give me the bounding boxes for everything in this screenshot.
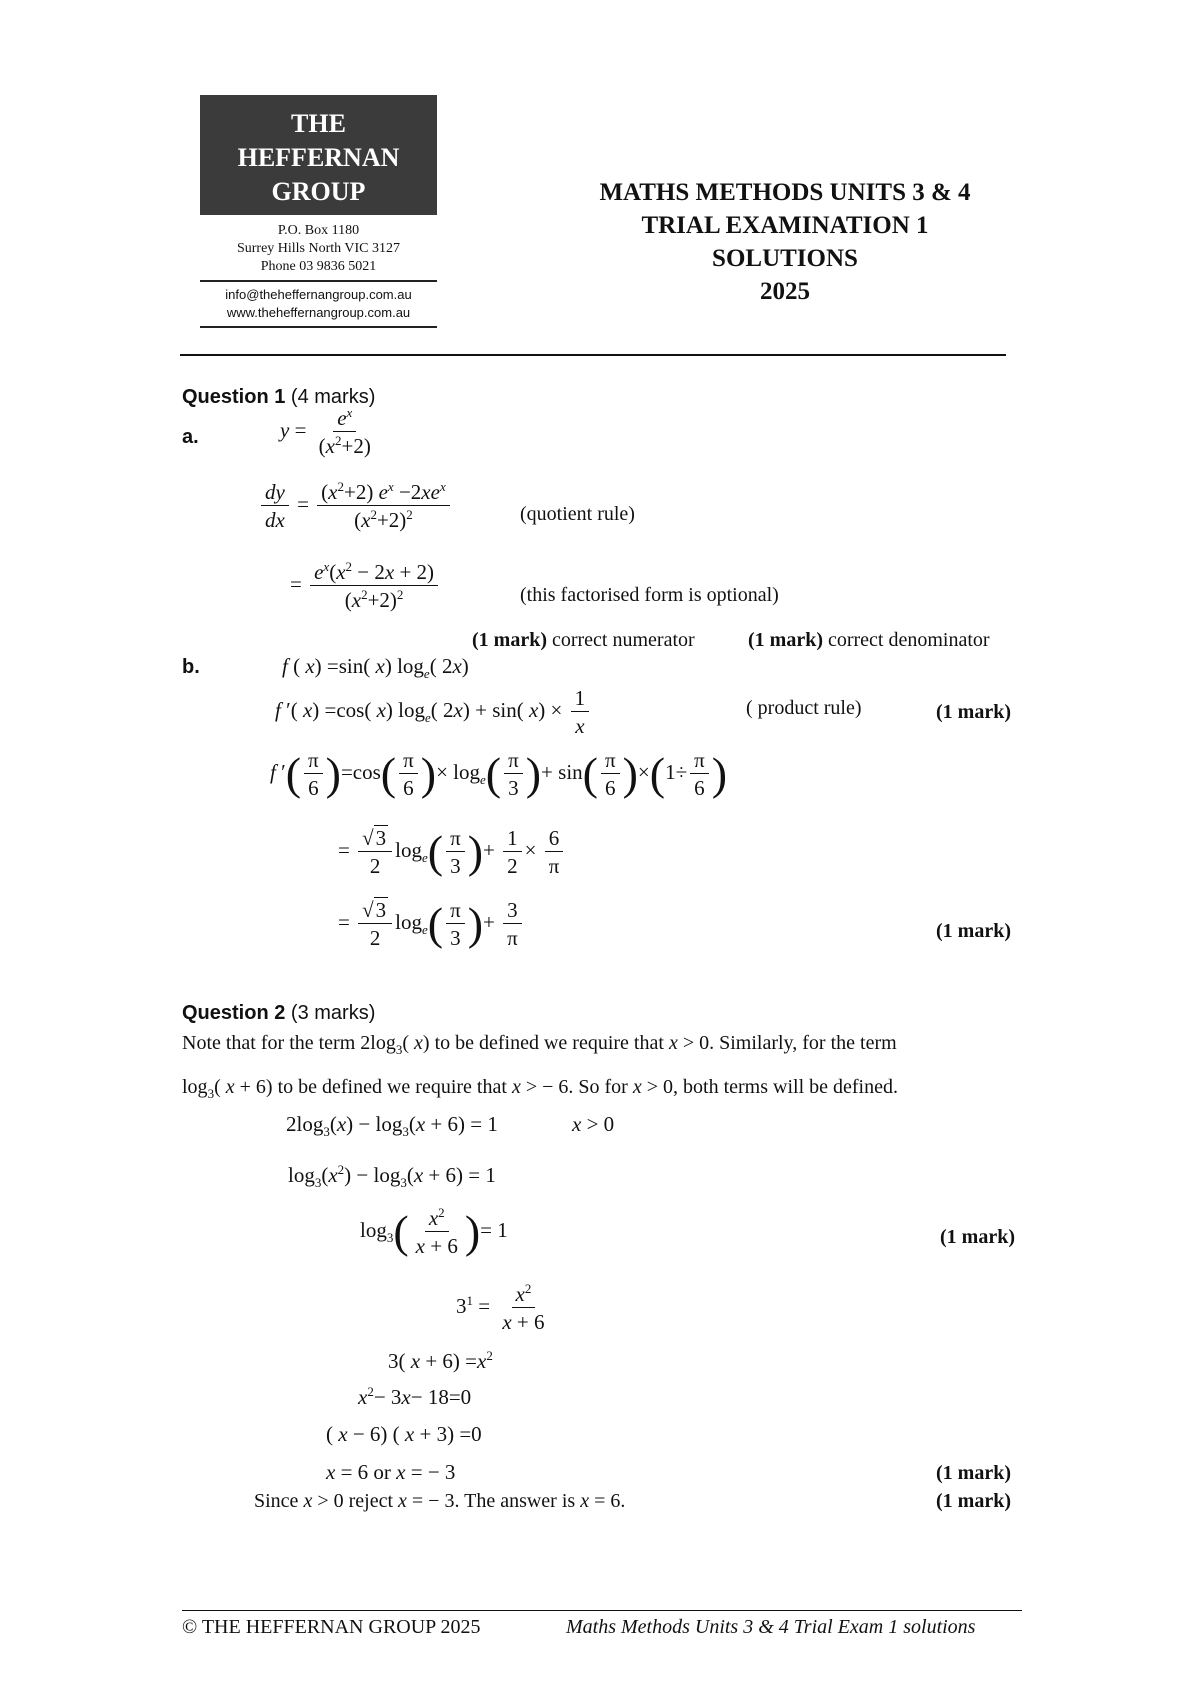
note-text: Note that for the term bbox=[182, 1032, 361, 1054]
equation-derivative-factorised: = $\frac{e^x(x^2 - 2x + 2)}{(x^2+2)^2}$ bbox=[290, 560, 441, 612]
document-title bbox=[560, 176, 1010, 308]
part-a-label: a. bbox=[182, 426, 199, 448]
mark-description: correct numerator bbox=[546, 629, 695, 651]
logo-line: HEFFERNAN bbox=[237, 143, 400, 172]
quotient-rule-note: (quotient rule) bbox=[520, 503, 635, 525]
note-text: to be defined we require that bbox=[272, 1076, 512, 1098]
note-text: . So for bbox=[568, 1076, 633, 1098]
company-contact bbox=[200, 286, 437, 322]
footer-exam-title: Maths Methods Units 3 & 4 Trial Exam 1 solutions bbox=[566, 1616, 976, 1638]
mark-q2-1 bbox=[940, 1226, 1015, 1249]
equation-f-prime-pi-over-6: f ′( $\frac{\pi}{6}$ )=cos( $\frac{\pi}{6}$ )× $\log_e$( $\frac{\pi}{3}$ )+ sin( $\frac{\pi}{6}$ )×(1÷ $\frac{\pi}{6}$ ) bbox=[270, 748, 728, 801]
equation-q2-original: $2\log_3(x) - \log_3(x + 6) = 1$ bbox=[286, 1112, 498, 1140]
address-line: P.O. Box 1180 bbox=[277, 223, 360, 238]
mark-label: (1 mark) bbox=[936, 1462, 1011, 1484]
equation-q2-domain: x > 0 bbox=[572, 1112, 615, 1136]
equation-q2-quotient-law: $\log_3$( $\frac{x^2}{x + 6}$ )= 1 bbox=[360, 1205, 508, 1259]
or-word: or bbox=[373, 1460, 391, 1484]
equation-f-definition: f ( x) =sin( x) $\log_e$( 2x) bbox=[282, 654, 469, 682]
conclusion-text: reject bbox=[343, 1490, 399, 1512]
note-text: , both terms will be defined. bbox=[673, 1076, 898, 1098]
mark-b2 bbox=[936, 920, 1011, 943]
company-address bbox=[200, 222, 437, 276]
contact-email: info@theheffernangroup.com.au bbox=[225, 287, 412, 302]
mark-q2-2 bbox=[936, 1462, 1011, 1485]
conclusion-text: . The answer is bbox=[454, 1490, 581, 1512]
title-line: 2025 bbox=[760, 278, 810, 305]
contact-website: www.theheffernangroup.com.au bbox=[226, 305, 411, 320]
mark-label: (1 mark) bbox=[936, 1490, 1011, 1512]
contact-divider-top bbox=[200, 280, 437, 282]
equation-q2-solutions: x = 6 or x = − 3 bbox=[326, 1460, 456, 1484]
conclusion-text: Since bbox=[254, 1490, 304, 1512]
title-line: MATHS METHODS UNITS 3 & 4 bbox=[599, 179, 971, 206]
address-line: Phone 03 9836 5021 bbox=[260, 259, 377, 274]
question-2-marks: (3 marks) bbox=[290, 1002, 376, 1024]
q2-conclusion: Since x > 0 reject x = − 3. The answer is x = 6. bbox=[254, 1490, 626, 1512]
question-2-title: Question 2 bbox=[182, 1002, 286, 1024]
title-line: TRIAL EXAMINATION 1 bbox=[641, 212, 929, 239]
mark-description: correct denominator bbox=[822, 629, 990, 651]
equation-y-definition: y = $\frac{e^x}{(x^2+2)}$ bbox=[280, 405, 371, 459]
equation-q2-exponential: $3^1$ = $\frac{x^2}{x + 6}$ bbox=[456, 1281, 545, 1335]
logo-line: THE bbox=[291, 109, 346, 138]
mark-label: (1 mark) bbox=[748, 629, 823, 651]
footer-copyright: © THE HEFFERNAN GROUP 2025 bbox=[182, 1616, 481, 1638]
contact-divider-bottom bbox=[200, 326, 437, 328]
equation-q2-cross-multiply: 3( $x + 6) =x^2$ bbox=[388, 1348, 493, 1373]
note-text: to be defined we require that bbox=[429, 1032, 669, 1054]
mark-b1 bbox=[936, 701, 1011, 724]
equation-final-answer-q1b: = $\frac{√3}{2}$ $\log_e$( $\frac{\pi}{3}$ )+ $\frac{3}{\pi}$ bbox=[338, 898, 525, 950]
mark-label: (1 mark) bbox=[936, 701, 1011, 723]
company-logo bbox=[200, 95, 437, 215]
conclusion-text: . bbox=[620, 1490, 626, 1512]
factorised-note: (this factorised form is optional) bbox=[520, 584, 779, 606]
footer-divider bbox=[182, 1610, 1022, 1611]
question-1-marks: (4 marks) bbox=[290, 386, 376, 408]
equation-q2-quadratic: $x^2- 3x- 18=0$ bbox=[358, 1384, 472, 1409]
mark-numerator bbox=[472, 629, 695, 652]
question-2-heading bbox=[182, 1002, 375, 1025]
title-line: SOLUTIONS bbox=[712, 245, 858, 272]
q2-domain-note-line2: $\log_3$( x + 6) to be defined we require that x > − 6. So for x > 0, both terms will be defined. bbox=[182, 1076, 898, 1101]
q2-domain-note-line1: Note that for the term $2\log_3$( x) to be defined we require that x > 0. Similarly, for the term bbox=[182, 1032, 897, 1057]
mark-label: (1 mark) bbox=[940, 1226, 1015, 1248]
equation-f-prime: f ′( x) =cos( x) $\log_e$( 2x) + sin( x) × $\frac{1}{x}$ bbox=[275, 686, 592, 738]
equation-q2-factorised: ( x − 6) ( x + 3) =0 bbox=[326, 1422, 482, 1446]
question-1-title: Question 1 bbox=[182, 386, 286, 408]
note-text: . Similarly, for the term bbox=[709, 1032, 897, 1054]
product-rule-note: ( product rule) bbox=[746, 697, 862, 719]
mark-label: (1 mark) bbox=[936, 920, 1011, 942]
mark-denominator bbox=[748, 629, 990, 652]
address-line: Surrey Hills North VIC 3127 bbox=[236, 241, 401, 256]
mark-q2-3 bbox=[936, 1490, 1011, 1513]
logo-line: GROUP bbox=[271, 177, 366, 206]
equation-q2-power-law: $\log_3(x^2) - \log_3(x + 6) = 1$ bbox=[288, 1162, 496, 1191]
mark-label: (1 mark) bbox=[472, 629, 547, 651]
equation-derivative-quotient: $\frac{dy}{dx}$ = $\frac{(x^2+2) e^x -2xe^x}{(x^2+2)^2}$ bbox=[258, 480, 453, 532]
part-b-label: b. bbox=[182, 656, 200, 678]
header-divider bbox=[180, 354, 1006, 356]
equation-step-evaluated: = $\frac{√3}{2}$ $\log_e$( $\frac{\pi}{3}$ )+ $\frac{1}{2}$ × $\frac{6}{\pi}$ bbox=[338, 826, 566, 878]
